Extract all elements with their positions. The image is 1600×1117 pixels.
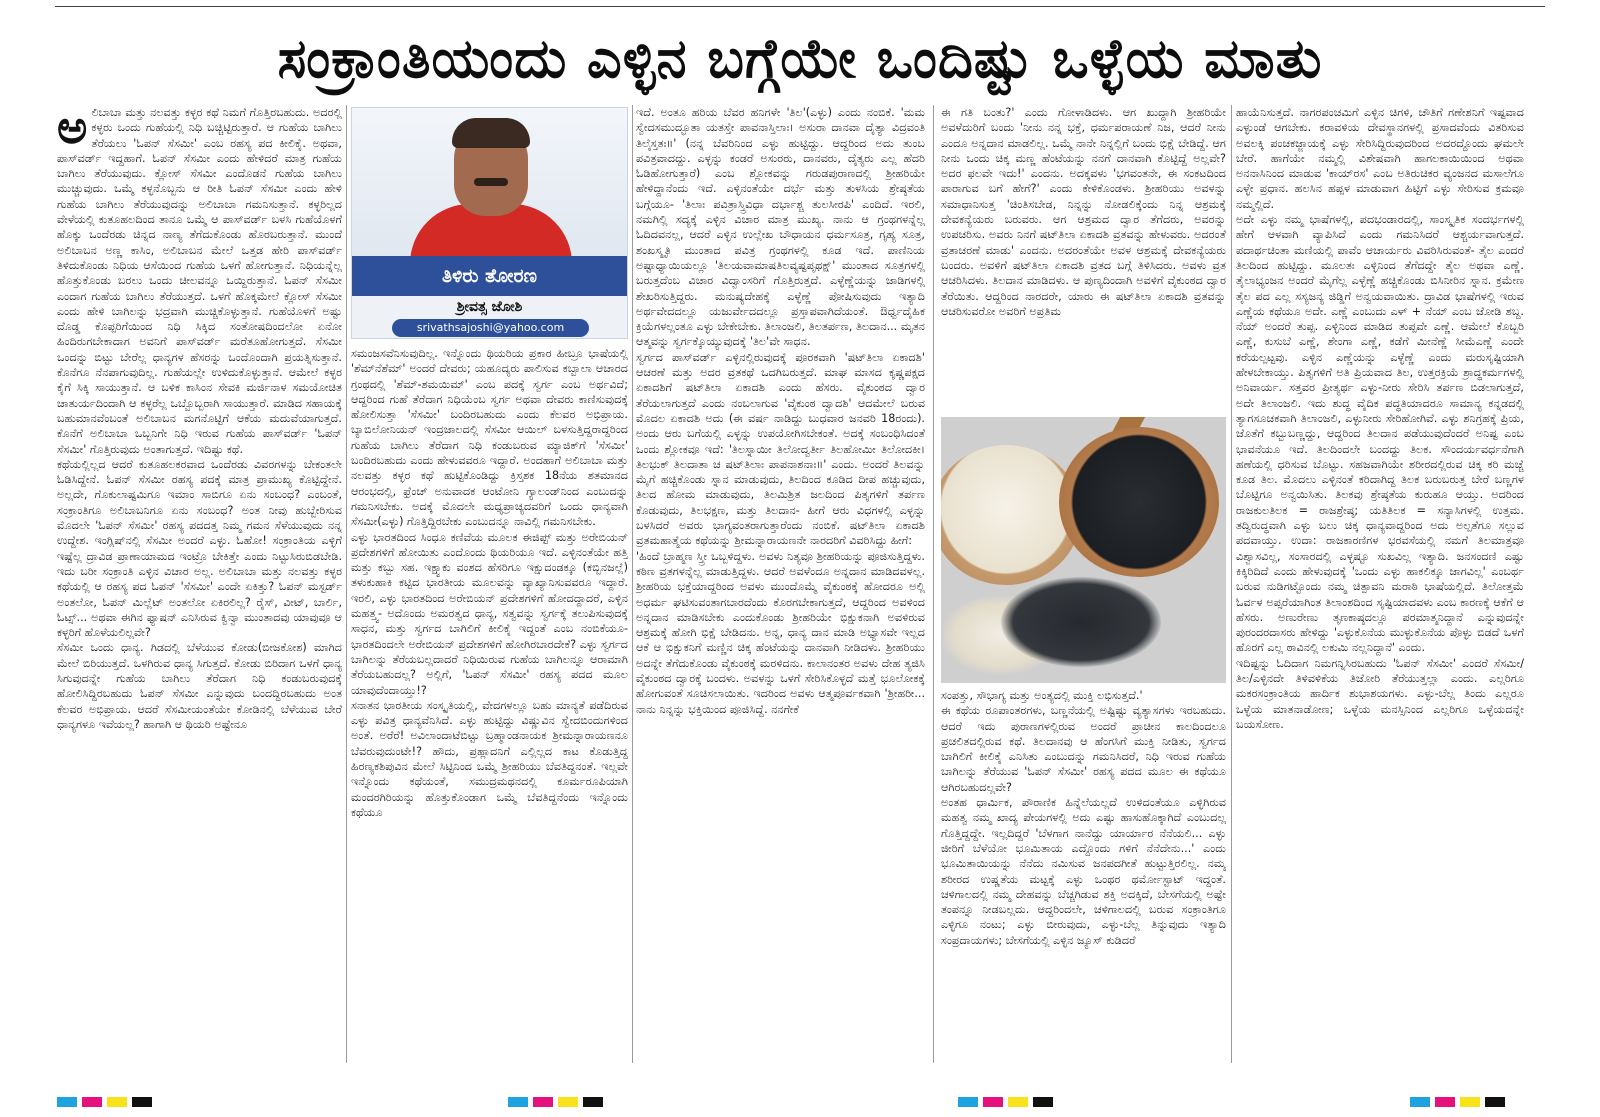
yellow-swatch <box>1460 1097 1480 1107</box>
article-column-2 <box>351 346 628 1063</box>
article-column-3 <box>636 105 925 1063</box>
top-rule <box>55 6 1545 7</box>
column-divider <box>933 105 934 1063</box>
column-divider <box>632 105 633 1063</box>
magenta-swatch <box>1435 1097 1455 1107</box>
article-paragraph: ಇದಿಷ್ಟನ್ನು ಓದಿದಾಗ ನಿಮಗನ್ನಿಸಿರಬಹುದು 'ಓಪನ್ ಸೆಸಮೀ' ಎಂದರೆ ಸೆಸಮೀ/ತಿಲ/ಎಳ್ಳಿನದೇ ತಿಳಿವಳಿಕೆಯ ತಿಜೋರಿ ತೆರೆಯುತ್ತಲ್ಲಾ ಎಂದು. ಎಲ್ಲರಿಗೂ ಮಕರಸಂಕ್ರಾಂತಿಯ ಹಾರ್ದಿಕ ಶುಭಾಶಯಗಳು. ಎಳ್ಳು-ಬೆಲ್ಲ ತಿಂದು ಎಲ್ಲರೂ ಒಳ್ಳೆಯ ಮಾತನಾಡೋಣ; ಒಳ್ಳೆಯ ಮನಸ್ಸಿನಿಂದ ಎಲ್ಲರಿಗೂ ಒಳ್ಳೆಯದನ್ನೇ ಬಯಸೋಣ. <box>1236 656 1524 731</box>
article-paragraph: ಅದೇ ಎಳ್ಳು ನಮ್ಮ ಭಾಷೆಗಳಲ್ಲಿ, ಪದಭಂಡಾರದಲ್ಲಿ, ಸಾಂಸ್ಕೃತಿಕ ಸಂದರ್ಭಗಳಲ್ಲಿ ಹೇಗೆ ಆಳವಾಗಿ ವ್ಯಾಪಿಸಿದೆ ಎಂದು ಗಮನಿಸಿದರೆ ಆಶ್ಚರ್ಯವಾಗುತ್ತದೆ. ಪದಾರ್ಥಚಿಂತಾ ಮಣಿಯಲ್ಲಿ ಪಾವೆಂ ಆಚಾರ್ಯರು ವಿವರಿಸಿರುವಂತೆ- ತೈಲ ಎಂದರೆ ತಿಲದಿಂದ ಹುಟ್ಟಿದ್ದು. ಮೂಲತಃ ಎಳ್ಳಿನಿಂದ ತೆಗೆದದ್ದೇ ತೈಲ ಅಥವಾ ಎಣ್ಣೆ. ತೈಲಾಭ್ಯಂಜನ ಅಂದರೆ ಮೈಗೆಲ್ಲ ಎಳ್ಳೆಣ್ಣೆ ಹಚ್ಚಿಕೊಂಡು ಬಿಸಿನೀರಿನ ಸ್ನಾನ. ಕ್ರಮೇಣ ತೈಲ ಪದ ಎಲ್ಲ ಸಸ್ಯಜನ್ಯ ಜಿಡ್ಡಿಗೆ ಅನ್ವಯವಾಯಿತು. ದ್ರಾವಿಡ ಭಾಷೆಗಳಲ್ಲಿ ಇರುವ ಎಣ್ಣೆಯ ಕಥೆಯೂ ಅದೇ. ಎಣ್ಣೆ ಎಂಬುದು ಎಳ್ + ನೆಯ್ ಎಂಬ ಜೋಡಿ ಶಬ್ದ. ನೆಯ್ ಅಂದರೆ ತುಪ್ಪ. ಎಳ್ಳಿನಿಂದ ಮಾಡಿದ ತುಪ್ಪವೇ ಎಣ್ಣೆ. ಆಮೇಲೆ ಕೊಬ್ಬರಿ ಎಣ್ಣೆ, ಕುಸುಬೆ ಎಣ್ಣೆ, ಶೇಂಗಾ ಎಣ್ಣೆ, ಕಡೆಗೆ ಮೀನೆಣ್ಣೆ ಸೀಮೆಎಣ್ಣೆ ಎಂದೇ ಕರೆಯಲ್ಪಟ್ಟವು. ಎಳ್ಳಿನ ಎಣ್ಣೆಯನ್ನು ಎಳ್ಳೆಣ್ಣೆ ಎಂದು ಮರುಸೃಷ್ಟಿಯಾಗಿ ಹೇಳಬೇಕಾಯ್ತು. ಪಿತೃಗಳಿಗೆ ಅತಿ ಪ್ರಿಯವಾದ ತಿಲ, ಉತ್ತರಕ್ರಿಯೆ ಶ್ರಾದ್ಧಕರ್ಮಗಳಲ್ಲಿ ಅನಿವಾರ್ಯ. ಸತ್ತವರ ಪ್ರೀತ್ಯರ್ಥ ಎಳ್ಳು-ನೀರು ಸೇರಿಸಿ ತರ್ಪಣ ಬಿಡಲಾಗುತ್ತದೆ, ಅದೇ ತಿಲಾಂಜಲಿ. ಇದು ಶುದ್ಧ ವೈದಿಕ ಪದ್ಧತಿಯಾದರೂ ಸಾಮಾನ್ಯ ಕನ್ನಡದಲ್ಲಿ ತ್ಯಾಗಸೂಚಕವಾಗಿ ತಿಲಾಂಜಲಿ, ಎಳ್ಳುನೀರು ಸೇರಿಹೋಗಿವೆ. ಎಳ್ಳು ಶನಿಗ್ರಹಕ್ಕೆ ಪ್ರಿಯ, ಜೊತೆಗೆ ಕಬ್ಬುಬಣ್ಣದ್ದು, ಆದ್ದರಿಂದ ತಿಲದಾನ ಪಡೆಯುವುದೆಂದರೆ ಅನಿಷ್ಟ ಎಂಬ ಭಾವನೆಯೂ ಇದೆ. ತಿಲದಿಂದಲೇ ಬಂದದ್ದು ತಿಲಕ. ಸೌಂದರ್ಯವರ್ಧನೆಗಾಗಿ ಹಣೆಯಲ್ಲಿ ಧರಿಸುವ ಬೊಟ್ಟು. ಸಹಜವಾಗಿಯೇ ಶರೀರದಲ್ಲಿರುವ ಚಿಕ್ಕ ಕರಿ ಮಚ್ಚೆ ಕೂಡ ತಿಲ. ಮೊದಲು ಎಳ್ಳಿನಂತೆ ಕರಿದಾಗಿದ್ದ ತಿಲಕ ಬರುಬರುತ್ತ ಬೇರೆ ಬಣ್ಣಗಳ ಬೊಟ್ಟಿಗೂ ಅನ್ವಯಿಸಿತು. ತಿಲಕವು ಶ್ರೇಷ್ಠತೆಯ ಕುರುಹೂ ಆಯ್ತು. ಅದರಿಂದ ರಾಜಕುಲತಿಲಕ = ರಾಜಶ್ರೇಷ್ಠ; ಯತಿತಿಲಕ = ಸನ್ಯಾಸಿಗಳಲ್ಲಿ ಉತ್ತಮ. ತದ್ವಿರುದ್ಧವಾಗಿ ಎಳ್ಳು ಬಲು ಚಿಕ್ಕ ಧಾನ್ಯವಾದ್ದರಿಂದ ಅದು ಅಲ್ಪತೆಗೂ ಸಲ್ಲುವ ಪದವಾಯ್ತು. ಉದಾ: ರಾಜಕಾರಣಿಗಳ ಭರವಸೆಯಲ್ಲಿ ನಮಗೆ ತಿಲಮಾತ್ರವೂ ವಿಶ್ವಾಸವಿಲ್ಲ, ಸಂಸಾರದಲ್ಲಿ ಎಳ್ಳಷ್ಟೂ ಸುಖವಿಲ್ಲ ಇತ್ಯಾದಿ. ಜನಸಂದಣಿ ಎಷ್ಟು ಕಿಕ್ಕಿರಿದಿದೆ ಎಂದು ಹೇಳುವುದಕ್ಕೆ 'ಒಂದು ಎಳ್ಳು ಹಾಕಲಿಕ್ಕೂ ಜಾಗವಿಲ್ಲ' ಎಂಬರ್ಥ ಬರುವ ನುಡಿಗಟ್ಟೊಂದು ನಮ್ಮ ಚಿತ್ಪಾವನಿ ಮರಾಠಿ ಭಾಷೆಯಲ್ಲಿದೆ. ತಿಲೋತ್ತಮೆ ಓರ್ವಳ ಅಪ್ಸರೆಯಾಗಿಂತ ತಿಲಾಂಶದಿಂದ ಸೃಷ್ಟಿಯಾದವಳು ಎಂಬ ಕಾರಣಕ್ಕೆ ಆಕೆಗೆ ಆ ಹೆಸರು. ಅಣುರೇಣು ತೃಣಕಾಷ್ಠದಲ್ಲೂ ಪರಮಾತ್ಮನಿದ್ದಾನೆ ಎನ್ನುವುದನ್ನೇ ಪುರಂದರದಾಸರು ಹೇಳಿದ್ದು 'ಎಳ್ಳುಕೊನೆಯ ಮುಳ್ಳುಕೊನೆಯ ಪೊಳ್ಳು ಬಿಡದೆ ಒಳಗೆ ಹೊರಗೆ ಎಲ್ಲ ಠಾವಿನಲ್ಲಿ ಲಕುಮಿ ನಲ್ಲನಿದ್ದಾನೆ' ಎಂದು. <box>1236 213 1524 655</box>
yellow-swatch <box>558 1097 578 1107</box>
yellow-swatch <box>107 1097 127 1107</box>
columnist-portrait <box>352 108 627 256</box>
article-paragraph: ಕಥೆಯಲ್ಲಿಲ್ಲದ ಆದರೆ ಕುತೂಹಲಕರವಾದ ಒಂದೆರಡು ವಿವರಗಳನ್ನು ಬೇಕಂತಲೇ ಓಡಿಸಿದ್ದೇನೆ. ಓಪನ್ ಸೆಸಮೀ ರಹಸ್ಯ ಪದಕ್ಕೆ ಮಾತ್ರ ಪ್ರಾಮುಖ್ಯ ಕೊಟ್ಟಿದ್ದೇನೆ. ಅಲ್ಲದೇ, ಗೊಕುಲಾಷ್ಟಮಿಗೂ ಇಮಾಂ ಸಾಬಿಗೂ ಏನು ಸಂಬಂಧ? ಎಂಬಂತೆ, ಸಂಕ್ರಾಂತಿಗೂ ಅಲಿಬಾಬನಿಗೂ ಏನು ಸಂಬಂಧ? ಅಂತ ನೀವು ಹುಬ್ಬೇರಿಸುವ ಮೊದಲೇ 'ಓಪನ್ ಸೆಸಮೀ' ರಹಸ್ಯ ಪದದತ್ತ ನಿಮ್ಮ ಗಮನ ಸೆಳೆಯುವುದು ನನ್ನ ಉದ್ದೇಶ. ಇಂಗ್ಲಿಷ್‌ನಲ್ಲಿ ಸೆಸಮೀ ಅಂದರೆ ಎಳ್ಳು. ಓಹೋ! ಸಂಕ್ರಾಂತಿಯ ಎಳ್ಳಿಗೆ ಇಷ್ಟೆಲ್ಲ ದ್ರಾವಿಡ ಪ್ರಾಣಾಯಾಮದ ಇಂಟ್ರೊ ಬೇಕಿತ್ತೇ ಎಂದು ನಿಟ್ಟುಸಿರುಬಿಡಬೇಡಿ. ಇದು ಬರೀ ಸಂಕ್ರಾಂತಿ ಎಳ್ಳಿನ ವಿಚಾರ ಅಲ್ಲ. ಅಲಿಬಾಬಾ ಮತ್ತು ನಲವತ್ತು ಕಳ್ಳರ ಕಥೆಯಲ್ಲಿ ಆ ರಹಸ್ಯ ಪದ ಓಪನ್ 'ಸೆಸಮೀ' ಎಂದೇ ಏಕಿತ್ತು? ಓಪನ್ ಮಸ್ಟರ್ಡ್ ಅಂತಲೋ, ಓಪನ್ ಮಿಲ್ಲೆಟ್ ಅಂತಲೋ ಏಕಿರಲಿಲ್ಲ? ರೈಸ್, ವೀಟ್, ಬಾರ್ಲಿ, ಓಟ್ಸ್... ಅಥವಾ ಈಗಿನ ಫ್ಯಾಷನ್ ಎನಿಸಿರುವ ಕ್ವಿನ್ವಾ ಮುಂತಾದವು ಯಾವುವೂ ಆ ಕಳ್ಳರಿಗೆ ಹೊಳೆಯಲಿಲ್ಲವೇ? <box>57 457 342 640</box>
black-sesame-spill <box>1001 577 1161 667</box>
author-name: ಶ್ರೀವತ್ಸ ಜೋಶಿ <box>352 296 627 318</box>
author-email[interactable]: srivathsajoshi@yahoo.com <box>392 319 589 337</box>
columnist-box <box>351 107 628 339</box>
article-paragraph: 'ಹಿಂದೆ ಬ್ರಾಹ್ಮಣ ಸ್ತ್ರೀ ಒಬ್ಬಳಿದ್ದಳು. ಅವಳು ನಿತ್ಯವೂ ಶ್ರೀಹರಿಯನ್ನು ಪೂಜಿಸುತ್ತಿದ್ದಳು. ಕಠಿಣ ವ್ರತಗಳನ್ನೆಲ್ಲ ಮಾಡುತ್ತಿದ್ದಳು. ಆದರೆ ಅವಳೆಂದೂ ಅನ್ನದಾನ ಮಾಡಿದವಳಲ್ಲ. ಶ್ರೀಹರಿಯ ಭಕ್ತೆಯಾದ್ದರಿಂದ ಅವಳು ಮುಂದೊಮ್ಮೆ ವೈಕುಂಠಕ್ಕೆ ಹೋದರೂ ಅಲ್ಲಿ ಅಧರ್ಮ ಘಟಿಸುವಂತಾಗಬಾರದೆಂದು ಕೊರಗಬೇಕಾಗುತ್ತದೆ, ಆದ್ದರಿಂದ ಅವಳಿಂದ ಅನ್ನದಾನ ಮಾಡಿಸಬೇಕು ಎಂದುಕೊಂಡು ಶ್ರೀಹರಿಯೇ ಭಿಕ್ಷುಕನಾಗಿ ಅವಳಿರುವ ಆಶ್ರಮಕ್ಕೆ ಹೋಗಿ ಭಿಕ್ಷೆ ಬೇಡಿದನು. ಅನ್ನ, ಧಾನ್ಯ ದಾನ ಮಾಡಿ ಅಭ್ಯಾಸವೇ ಇಲ್ಲದ ಆಕೆ ಆ ಭಿಕ್ಷುಕನಿಗೆ ಮಣ್ಣಿನ ಚಿಕ್ಕ ಹೆಂಟೆಯನ್ನು ದಾನವಾಗಿ ನೀಡಿದಳು. ಶ್ರೀಹರಿಯು ಅದನ್ನೇ ತೆಗೆದುಕೊಂಡು ವೈಕುಂಠಕ್ಕೆ ಮರಳಿದನು. ಕಾಲಾನಂತರ ಅವಳು ದೇಹ ತ್ಯಜಿಸಿ ವೈಕುಂಠದ ದ್ವಾರಕ್ಕೆ ಬಂದಳು. ಅವಳನ್ನು ಒಳಗೆ ಸೇರಿಸಿಕೊಳ್ಳದೆ ಮತ್ತೆ ಭೂಲೋಕಕ್ಕೆ ಹೋಗುವಂತೆ ಸೂಚಿಸಲಾಯಿತು. ಇದರಿಂದ ಅವಳು ಆತ್ಮಪೂರ್ವಕವಾಗಿ 'ಶ್ರೀಹರೀ... ನಾನು ನಿನ್ನನ್ನು ಭಕ್ತಿಯಿಂದ ಪೂಜಿಸಿದ್ದೆ. ನನಗೇಕೆ <box>636 549 925 716</box>
article-paragraph: ಸಂಪತ್ತು, ಸೌಭಾಗ್ಯ ಮತ್ತು ಅಂತ್ಯದಲ್ಲಿ ಮುಕ್ತಿ ಲಭಿಸುತ್ತದೆ.' <box>941 689 1143 702</box>
portrait-mustache <box>474 178 508 186</box>
article-paragraph: ಅಂತಹ ಧಾರ್ಮಿಕ, ಪೌರಾಣಿಕ ಹಿನ್ನೆಲೆಯಲ್ಲದೆ ಉಳಿದಂತೆಯೂ ಎಳ್ಳಿಗಿರುವ ಮಹತ್ವ ನಮ್ಮ ಖಾದ್ಯ ಪೇಯಗಳಲ್ಲಿ ಅದು ಎಷ್ಟು ಹಾಸುಹೊಕ್ಕಾಗಿದೆ ಎಂಬುದಲ್ಲ ಗೊತ್ತಿದ್ದದ್ದೇ. ಇಲ್ಲದಿದ್ದರೆ 'ಬೆಳಗಾಗ ನಾನೆದ್ದು ಯಾರ್ಯಾರ ನೆನೆಯಲಿ... ಎಳ್ಳು ಜೀರಿಗೆ ಬೆಳೆಯೋ ಭೂಮಿತಾಯ ಎದ್ದೊಂದು ಗಳಿಗೆ ನೆನೆದೇನು...' ಎಂದು ಭೂಮಿತಾಯಿಯನ್ನು ನೆನೆದು ನಮಿಸುವ ಜನಪದಗೀತೆ ಹುಟ್ಟುತ್ತಿರಲಿಲ್ಲ. ನಮ್ಮ ಶರೀರದ ಉಷ್ಣತೆಯ ಮಟ್ಟಕ್ಕೆ ಎಳ್ಳು ಒಂಥರ ಥರ್ಮೋಸ್ಟಾಟ್ ಇದ್ದಂತೆ. ಚಳಿಗಾಲದಲ್ಲಿ ನಮ್ಮ ದೇಹವನ್ನು ಬೆಚ್ಚಗಿಡುವ ಶಕ್ತಿ ಅದಕ್ಕಿದೆ, ಬೇಸಗೆಯಲ್ಲಿ ಅಷ್ಟೇ ತಂಪನ್ನೂ ನೀಡಬಲ್ಲದು. ಆದ್ದರಿಂದಲೇ, ಚಳಿಗಾಲದಲ್ಲಿ ಬರುವ ಸಂಕ್ರಾಂತಿಗೂ ಎಳ್ಳಿಗೂ ನಂಟು; ಎಳ್ಳು ಬೀರುವುದು, ಎಳ್ಳು-ಬೆಲ್ಲ ತಿನ್ನುವುದು ಇತ್ಯಾದಿ ಸಂಪ್ರದಾಯಗಳು; ಬೇಸಗೆಯಲ್ಲಿ ಎಳ್ಳಿನ ಜ್ಯೂಸ್ ಕುಡಿದರೆ <box>941 796 1226 947</box>
magenta-swatch <box>983 1097 1003 1107</box>
article-paragraph: ಲಿಬಾಬಾ ಮತ್ತು ನಲವತ್ತು ಕಳ್ಳರ ಕಥೆ ನಿಮಗೆ ಗೊತ್ತಿರಬಹುದು. ಅದರಲ್ಲಿ ಕಳ್ಳರು ಒಂದು ಗುಹೆಯಲ್ಲಿ ನಿಧಿ ಬಚ್ಚಿಟ್ಟಿರುತ್ತಾರೆ. ಆ ಗುಹೆಯ ಬಾಗಿಲು ತೆರೆಯಲು 'ಓಪನ್ ಸೆಸಮೀ' ಎಂಬ ರಹಸ್ಯ ಪದ ಕೀಲಿಕೈ. ಅಥವಾ, ಪಾಸ್‌ವರ್ಡ್ ಇದ್ದಹಾಗೆ. ಓಪನ್ ಸೆಸಮೀ ಎಂದು ಹೇಳಿದರೆ ಮಾತ್ರ ಗುಹೆಯ ಬಾಗಿಲು ತೆರೆಯುವುದು. ಕ್ಲೋಸ್ ಸೆಸಮೀ ಎಂದೊಡನೆ ಗುಹೆಯ ಬಾಗಿಲು ಮುಚ್ಚುವುದು. ಒಮ್ಮೆ ಕಳ್ಳನೊಬ್ಬನು ಆ ರೀತಿ ಓಪನ್ ಸೆಸಮೀ ಎಂದು ಹೇಳಿ ಗುಹೆಯ ಬಾಗಿಲು ತೆರೆಯುವುದನ್ನು ಅಲಿಬಾಬಾ ಗಮನಿಸುತ್ತಾನೆ. ಕಳ್ಳರಿಲ್ಲದ ವೇಳೆಯಲ್ಲಿ ಕುತೂಹಲದಿಂದ ತಾನೂ ಒಮ್ಮೆ ಆ ಪಾಸ್‌ವರ್ಡ್ ಬಳಸಿ ಗುಹೆಯೊಳಗೆ ಹೊಕ್ಕು ಒಂದೆರಡು ಚಿನ್ನದ ನಾಣ್ಯ ತೆಗೆದುಕೊಂಡು ಹೊರಬರುತ್ತಾನೆ. ಮುಂದೆ ಅಲಿಬಾಬನ ಅಣ್ಣ ಕಾಸಿಂ, ಅಲಿಬಾಬನ ಮೇಲೆ ಒತ್ತಡ ಹೇರಿ ಪಾಸ್‌ವರ್ಡ್ ತಿಳಿದುಕೊಂಡು ನಿಧಿಯ ಆಸೆಯಿಂದ ಗುಹೆಯ ಒಳಗೆ ಹೋಗುತ್ತಾನೆ. ನಿಧಿಯನ್ನೆಲ್ಲ ಹೊತ್ತುಕೊಂಡು ಬರಲು ಒಂದು ಚೀಲವನ್ನೂ ಒಯ್ದಿರುತ್ತಾನೆ. ಓಪನ್ ಸೆಸಮೀ ಎಂದಾಗ ಗುಹೆಯ ಬಾಗಿಲು ತೆರೆಯುತ್ತದೆ. ಒಳಗೆ ಹೊಕ್ಕಮೇಲೆ ಕ್ಲೋಸ್ ಸೆಸಮೀ ಎಂದು ಹೇಳಿ ಬಾಗಿಲನ್ನು ಭದ್ರವಾಗಿ ಮುಚ್ಚಿಕೊಳ್ಳುತ್ತಾನೆ. ಗುಹೆಯೊಳಗೆ ಅಷ್ಟು ದೊಡ್ಡ ಕೊಪ್ಪರಿಗೆಯಿಂದ ನಿಧಿ ಸಿಕ್ಕಿದ ಸಂತೋಷದಿಂದಲೋ ಏನೋ ಹಿಂದಿರುಗಬೇಕಾದಾಗ ಅವನಿಗೆ ಪಾಸ್‌ವರ್ಡ್ ಮರೆತೂಹೋಗುತ್ತದೆ. ಸೆಸಮೀ ಒಂದನ್ನು ಬಿಟ್ಟು ಬೇರೆಲ್ಲ ಧಾನ್ಯಗಳ ಹೆಸರನ್ನು ಒಂದೊಂದಾಗಿ ಪ್ರಯತ್ನಿಸುತ್ತಾನೆ. ಕೊನೆಗೂ ನೆನಪಾಗುವುದಿಲ್ಲ. ಗುಹೆಯಲ್ಲೇ ಉಳಿದುಕೊಳ್ಳುತ್ತಾನೆ. ಆಮೇಲೆ ಕಳ್ಳರ ಕೈಗೆ ಸಿಕ್ಕಿ ಸಾಯುತ್ತಾನೆ. ಆ ಬಳಿಕ ಕಾಸಿಂನ ಸೇವಕಿ ಮರ್ಜಿನಾಳ ಸಮಯೋಚಿತ ಚಾತುರ್ಯದಿಂದಾಗಿ ಆ ಕಳ್ಳರೆಲ್ಲ ಒಬ್ಬೊಬ್ಬರಾಗಿ ಸಾಯುತ್ತಾರೆ. ಮಾಡಿದ ಸಹಾಯಕ್ಕೆ ಬಹುಮಾನವೆಂಬಂತೆ ಅಲಿಬಾಬನ ಮಗನೊಟ್ಟಿಗೆ ಆಕೆಯ ಮದುವೆಯಾಗುತ್ತದೆ. ಕೊನೆಗೆ ಅಲಿಬಾಬಾ ಒಬ್ಬನಿಗೇ ನಿಧಿ ಇರುವ ಗುಹೆಯ ಪಾಸ್‌ವರ್ಡ್ 'ಓಪನ್ ಸೆಸಮೀ' ಗೊತ್ತಿರುವುದು ಅಂತಾಗುತ್ತದೆ. ಇದಿಷ್ಟು ಕಥೆ. <box>57 106 342 456</box>
article-paragraph: ಹಾಯೆನಿಸುತ್ತದೆ. ನಾಗರಪಂಚಮಿಗೆ ಎಳ್ಳಿನ ಚಿಗಳಿ, ಚೌತಿಗೆ ಗಣೇಶನಿಗೆ ಇಷ್ಟವಾದ ಎಳ್ಳುಂಡೆ ಆಗಬೇಕು. ಕರಾವಳಿಯ ದೇವಸ್ಥಾನಗಳಲ್ಲಿ ಪ್ರಸಾದವೆಂದು ವಿತರಿಸುವ ಅವಲಕ್ಕಿ ಪಂಚಕಜ್ಜಾಯಕ್ಕೆ ಎಳ್ಳು ಸೇರಿಸಿದ್ದಿರುವುದರಿಂದ ಅದರದ್ದೊಂದು ಘಮಲೇ ಬೇರೆ. ಹಾಗೆಯೇ ನಮ್ಮಲ್ಲಿ ವಿಶೇಷವಾಗಿ ಹಾಗಲಕಾಯಿಯಿಂದ ಅಥವಾ ಅನನಾಸಿನಿಂದ ಮಾಡುವ 'ಕಾಯ್‌ರಸ' ಎಂಬ ಅತಿರುಚಿಕರ ವ್ಯಂಜನದ ಮಸಾಲೆಗೂ ಎಳ್ಳೇ ಪ್ರಧಾನ. ಹಲಸಿನ ಹಪ್ಪಳ ಮಾಡುವಾಗ ಹಿಟ್ಟಿಗೆ ಎಳ್ಳು ಸೇರಿಸುವ ಕ್ರಮವೂ ನಮ್ಮಲ್ಲಿದೆ. <box>1236 106 1524 211</box>
black-swatch <box>583 1097 603 1107</box>
article-column-1 <box>57 105 342 1063</box>
magenta-swatch <box>82 1097 102 1107</box>
article-paragraph: ಸನಾತನ ಭಾರತೀಯ ಸಂಸ್ಕೃತಿಯಲ್ಲಿ, ವೇದಗಳಲ್ಲೂ ಬಹು ಮಾನ್ಯತೆ ಪಡೆದಿರುವ ಎಳ್ಳು ಪವಿತ್ರ ಧಾನ್ಯವೆನಿಸಿದೆ. ಎಳ್ಳು ಹುಟ್ಟಿದ್ದು ವಿಷ್ಣುವಿನ ಸ್ವೇದಬಿಂದುಗಳಿಂದ ಅಂತೆ. ಅರೆರೆ! ಅವಿಲಾಂದಾಟೆಬಿಟ್ಟು ಬ್ರಹ್ಮಾಂಡನಾಯಕ ಶ್ರೀಮನ್ನಾರಾಯಣನೂ ಬೆವರುವುದುಂಟೇ!? ಹೌದು, ಪ್ರಹ್ಲಾದನಿಗೆ ಎಲ್ಲಿಲ್ಲದ ಕಾಟ ಕೊಡುತ್ತಿದ್ದ ಹಿರಣ್ಯಕಶಿಪುವಿನ ಮೇಲೆ ಸಿಟ್ಟಿನಿಂದ ಒಮ್ಮೆ ಶ್ರೀಹರಿಯು ಬೆವತಿದ್ದನಂತೆ. ಇಲ್ಲವೇ ಇನ್ನೊಂದು ಕಥೆಯಂತೆ, ಸಮುದ್ರಮಥನದಲ್ಲಿ ಕೂರ್ಮರೂಪಿಯಾಗಿ ಮಂದರಗಿರಿಯನ್ನು ಹೊತ್ತುಕೊಂಡಾಗ ಒಮ್ಮೆ ಬೆವತಿದ್ದನೆಂದು ಇನ್ನೊಂದು ಕಥೆಯೂ <box>351 698 628 819</box>
yellow-swatch <box>1008 1097 1028 1107</box>
article-column-5 <box>1236 105 1524 1063</box>
black-sesame-bowl <box>1059 427 1219 577</box>
magenta-swatch <box>533 1097 553 1107</box>
article-paragraph: ಸಮಂಜಸವೆನಿಸುವುದಿಲ್ಲ. ಇನ್ನೊಂದು ಥಿಯರಿಯ ಪ್ರಕಾರ ಹೀಬ್ರೂ ಭಾಷೆಯಲ್ಲಿ 'ಶೆಮ್‌ನೆಶೆಮ್' ಅಂದರೆ ದೇವರು; ಯಹೂದ್ಯರು ಪಾಲಿಸುವ ಕಬ್ಬಾಲಾ ಆಚಾರದ ಗ್ರಂಥದಲ್ಲಿ 'ಶೆಮ್-ಶಮಯಿಮ್' ಎಂಬ ಪದಕ್ಕೆ ಸ್ವರ್ಗ ಎಂಬ ಅರ್ಥವಿದೆ; ಆದ್ದರಿಂದ ಗುಹೆ ತೆರೆದಾಗ ನಿಧಿಯೆಂಬ ಸ್ವರ್ಗ ಅಥವಾ ದೇವರು ಕಾಣಿಸುವುದಕ್ಕೆ ಹೋಲಿಸುತ್ತಾ 'ಸೆಸಮೀ' ಬಂದಿರಬಹುದು ಎಂದು ಕೆಲವರ ಅಭಿಪ್ರಾಯ. ಬ್ಯಾಬಿಲೋನಿಯನ್ ಇಂದ್ರಜಾಲದಲ್ಲಿ ಸೆಸಮೀ ಆಯಿಲ್ ಬಳಸುತ್ತಿದ್ದರಾದ್ದರಿಂದ ಗುಹೆಯ ಬಾಗಿಲು ತೆರೆದಾಗ ನಿಧಿ ಕಂಡುಬರುವ ಮ್ಯಾಜಿಕ್‌ಗೆ 'ಸೆಸಮೀ' ಬಂದಿರಬಹುದು ಎಂದು ಹೇಳುವವರೂ ಇದ್ದಾರೆ. ಅಂದಹಾಗೆ ಅಲಿಬಾಬಾ ಮತ್ತು ನಲವತ್ತು ಕಳ್ಳರ ಕಥೆ ಹುಟ್ಟಿಕೊಂಡಿದ್ದು ಕ್ರಿಸ್ತಶಕ 18ನೆಯ ಶತಮಾನದ ಆರಂಭದಲ್ಲಿ, ಫ್ರೆಂಚ್ ಅನುವಾದಕ ಆಂಟೋನಿ ಗ್ಯಾಲಂಡ್‌ನಿಂದ ಎಂಬುದನ್ನು ಗಮನಿಸಬೇಕು. ಅದಕ್ಕೆ ಮೊದಲೇ ಮಧ್ಯಪ್ರಾಚ್ಯದವರಿಗೆ ಒಂದು ಧಾನ್ಯವಾಗಿ ಸೆಸಮೀ(ಎಳ್ಳು) ಗೊತ್ತಿದ್ದಿರಬೇಕು ಎಂಬುದನ್ನೂ ನಾವಿಲ್ಲಿ ಗಮನಿಸಬೇಕು. <box>351 347 628 529</box>
article-paragraph: ಈ ಗತಿ ಬಂತು?' ಎಂದು ಗೋಳಾಡಿದಳು. ಆಗ ಖುದ್ದಾಗಿ ಶ್ರೀಹರಿಯೇ ಅವಳೆದುರಿಗೆ ಬಂದು 'ನೀನು ನನ್ನ ಭಕ್ತೆ, ಧರ್ಮಪರಾಯಣೆ ನಿಜ, ಆದರೆ ನೀನು ಎಂದೂ ಅನ್ನದಾನ ಮಾಡಲಿಲ್ಲ. ಒಮ್ಮೆ ನಾನೇ ನಿನ್ನಲ್ಲಿಗೆ ಬಂದು ಭಿಕ್ಷೆ ಬೇಡಿದ್ದೆ. ಆಗ ನೀನು ಒಂದು ಚಿಕ್ಕ ಮಣ್ಣ ಹೆಂಟೆಯನ್ನು ನನಗೆ ದಾನವಾಗಿ ಕೊಟ್ಟಿದ್ದೆ ಅಲ್ಲವೇ? ಅದರ ಫಲವೇ ಇದು!' ಎಂದನು. ಅದಕ್ಕವಳು 'ಭಗವಂತನೇ, ಈ ಸಂಕಟದಿಂದ ಪಾರಾಗುವ ಬಗೆ ಹೇಗೆ?' ಎಂದು ಕೇಳಿಕೊಂಡಳು. ಶ್ರೀಹರಿಯು ಅವಳನ್ನು ಸಮಾಧಾನಿಸುತ್ತ 'ಚಿಂತಿಸಬೇಡ, ನಿನ್ನನ್ನು ನೋಡಲಿಕ್ಕೆಂದು ನಿನ್ನ ಆಶ್ರಮಕ್ಕೆ ದೇವಕನ್ಯೆಯರು ಬರುವರು. ಆಗ ಆಶ್ರಮದ ದ್ವಾರ ತೆಗೆದರು, ಅವರನ್ನು ಉಪಚರಿಸು. ಅವರು ನಿನಗೆ ಷಟ್‌ತಿಲಾ ಏಕಾದಶಿ ವ್ರತವನ್ನು ಹೇಳುವರು. ಅದರಂತೆ ವ್ರತಾಚರಣೆ ಮಾಡು' ಎಂದನು. ಅದರಂತೆಯೇ ಅವಳ ಆಶ್ರಮಕ್ಕೆ ದೇವಕನ್ಯೆಯರು ಬಂದರು. ಅವಳಿಗೆ ಷಟ್‌ತಿಲಾ ಏಕಾದಶಿ ವ್ರತದ ಬಗ್ಗೆ ತಿಳಿಸಿದರು. ಅವಳು ವ್ರತ ಆಚರಿಸಿದಳು. ತಿಲದಾನ ಮಾಡಿದಳು. ಆ ಪುಣ್ಯದಿಂದಾಗಿ ಅವಳಿಗೆ ವೈಕುಂಠದ ದ್ವಾರ ತೆರೆಯಿತು. ಆದ್ದರಿಂದ ನಾರದರೇ, ಯಾರು ಈ ಷಟ್‌ತಿಲಾ ಏಕಾದಶಿ ವ್ರತವನ್ನು ಆಚರಿಸುವರೋ ಅವರಿಗೆ ಅಪ್ರತಿಮ <box>941 106 1226 318</box>
sesame-bowls-photo <box>941 417 1226 683</box>
column-divider <box>346 105 347 1063</box>
registration-marks <box>57 1097 157 1107</box>
article-paragraph: ಈ ಕಥೆಯ ರೂಪಾಂತರಗಳು, ಬಣ್ಣನೆಯಲ್ಲಿ ಅಷ್ಟಿಷ್ಟು ವ್ಯತ್ಯಾಸಗಳು ಇರಬಹುದು. ಆದರೆ ಇದು ಪುರಾಣಗಳಲ್ಲಿರುವ ಅಂದರೆ ಪ್ರಾಚೀನ ಕಾಲದಿಂದಲೂ ಪ್ರಚಲಿತದಲ್ಲಿರುವ ಕಥೆ. ತಿಲದಾನವು ಆ ಹೆಂಗಸಿಗೆ ಮುಕ್ತಿ ನೀಡಿತು, ಸ್ವರ್ಗದ ಬಾಗಿಲಿಗೆ ಕೀಲಿಕೈ ಎನಿಸಿತು ಎಂಬುದನ್ನು ಗಮನಿಸಿದರೆ, ನಿಧಿ ಇರುವ ಗುಹೆಯ ಬಾಗಿಲನ್ನು ತೆರೆಯುವ 'ಓಪನ್ ಸೆಸಮೀ' ರಹಸ್ಯ ಪದದ ಮೂಲ ಈ ಕಥೆಯೂ ಆಗಿರಬಹುದಲ್ಲವೇ? <box>941 704 1226 794</box>
registration-marks <box>958 1097 1058 1107</box>
article-column-4 <box>941 105 1226 413</box>
article-column-4-continued <box>941 688 1226 1063</box>
registration-marks <box>508 1097 608 1107</box>
article-paragraph: ಸೆಸಮೀ ಒಂದು ಧಾನ್ಯ. ಗಿಡದಲ್ಲಿ ಬೆಳೆಯುವ ಕೋಡು(ಬೀಜಕೋಶ) ಮಾಗಿದ ಮೇಲೆ ಬಿರಿಯುತ್ತದೆ. ಒಳಗಿರುವ ಧಾನ್ಯ ಸಿಗುತ್ತದೆ. ಕೋಡು ಬಿರಿದಾಗ ಒಳಗೆ ಧಾನ್ಯ ಸಿಗುವುದನ್ನೇ ಗುಹೆಯ ಬಾಗಿಲು ತೆರೆದಾಗ ನಿಧಿ ಕಂಡುಬರುವುದಕ್ಕೆ ಹೋಲಿಸಿದ್ದಿರಬಹುದು ಓಪನ್ ಸೆಸಮೀ ಎನ್ನುವುದು ಬಂದದ್ದಿರಬಹುದು ಅಂತ ಕೆಲವರ ಅಭಿಪ್ರಾಯ. ಆದರೆ ಸೆಸಮೀಯಂತೆಯೇ ಕೋಡಿನಲ್ಲಿ ಬೆಳೆಯುವ ಬೇರೆ ಧಾನ್ಯಗಳೂ ಇವೆಯಲ್ಲ? ಹಾಗಾಗಿ ಆ ಥಿಯರಿ ಅಷ್ಟೇನೂ <box>57 641 342 731</box>
drop-cap: ಅ <box>57 105 88 154</box>
black-swatch <box>1033 1097 1053 1107</box>
cyan-swatch <box>1410 1097 1430 1107</box>
headline: ಸಂಕ್ರಾಂತಿಯಂದು ಎಳ್ಳಿನ ಬಗ್ಗೆಯೇ ಒಂದಿಷ್ಟು ಒಳ್ಳೆಯ ಮಾತು <box>277 27 1323 90</box>
cyan-swatch <box>57 1097 77 1107</box>
black-swatch <box>132 1097 152 1107</box>
portrait-hair <box>452 118 530 148</box>
article-paragraph: ಸ್ವರ್ಗದ ಪಾಸ್‌ವರ್ಡ್ ಎಳ್ಳಿನಲ್ಲಿರುವುದಕ್ಕೆ ಪೂರಕವಾಗಿ 'ಷಟ್‌ತಿಲಾ ಏಕಾದಶಿ' ಆಚರಣೆ ಮತ್ತು ಅದರ ವ್ರತಕಥೆ ಒದಗಿಬರುತ್ತದೆ. ಮಾಘ ಮಾಸದ ಕೃಷ್ಣಪಕ್ಷದ ಏಕಾದಶಿಗೆ ಷಟ್‌ತಿಲಾ ಏಕಾದಶಿ ಎಂದು ಹೆಸರು. ವೈಕುಂಠದ ದ್ವಾರ ತೆರೆಯಲಾಗುತ್ತದೆ ಎಂದು ನಂಬಲಾಗುವ 'ವೈಕುಂಠ ದ್ವಾದಶಿ' ಆದಮೇಲೆ ಬರುವ ಮೊದಲ ಏಕಾದಶಿ ಅದು (ಈ ವರ್ಷ ನಾಡಿದ್ದು ಬುಧವಾರ ಜನವರಿ 18ರಂದು). ಅಂದು ಆರು ಬಗೆಯಲ್ಲಿ ಎಳ್ಳನ್ನು ಉಪಯೋಗಿಸಬೇಕಂತೆ. ಅದಕ್ಕೆ ಸಂಬಂಧಿಸಿದಂತೆ ಒಂದು ಶ್ಲೋಕವೂ ಇದೆ: 'ತಿಲಸ್ನಾಯೀ ತಿಲೋದ್ವರ್ತೀ ತಿಲಹೋಮೀ ತಿಲೋದಕೀ। ತಿಲಭುಕ್ ತಿಲದಾತಾ ಚ ಷಟ್‌ತಿಲಾಃ ಪಾಪನಾಶನಾಃ॥' ಎಂದು. ಅಂದರೆ ತಿಲವನ್ನು ಮೈಗೆ ಹಚ್ಚಿಕೊಂಡು ಸ್ನಾನ ಮಾಡುವುದು, ತಿಲದಿಂದ ಕೂಡಿದ ದೀಪ ಹಚ್ಚುವುದು, ತಿಲದ ಹೋಮ ಮಾಡುವುದು, ತಿಲಮಿಶ್ರಿತ ಜಲದಿಂದ ಪಿತೃಗಳಿಗೆ ತರ್ಪಣ ಕೊಡುವುದು, ತಿಲಭಕ್ಷಣ, ಮತ್ತು ತಿಲದಾನ- ಹೀಗೆ ಆರು ವಿಧಗಳಲ್ಲಿ ಎಳ್ಳನ್ನು ಬಳಸಿದರೆ ಅವರು ಭಾಗ್ಯವಂತರಾಗುತ್ತಾರೆಂದು ನಂಬಿಕೆ. ಷಟ್‌ತಿಲಾ ಏಕಾದಶಿ ವ್ರತಮಹಾತ್ಮೆಯ ಕಥೆಯನ್ನು ಶ್ರೀಮನ್ನಾರಾಯಣನೇ ನಾರದರಿಗೆ ವಿವರಿಸಿದ್ದು ಹೀಗೆ: <box>636 350 925 548</box>
article-paragraph: ಎಳ್ಳು ಭಾರತದಿಂದ ಸಿಂಧೂ ಕಣಿವೆಯ ಮೂಲಕ ಈಜಿಪ್ಟ್ ಮತ್ತು ಅರೇಬಿಯನ್ ಪ್ರದೇಶಗಳಿಗೆ ಹೋಯಿತು ಎಂದೊಂದು ಥಿಯರಿಯೂ ಇದೆ. ಎಳ್ಳಿನಂತೆಯೇ ಹತ್ತಿ ಮತ್ತು ಕಬ್ಬು ಸಹ. ಇಕ್ಷ್ವಾಕು ವಂಶದ ಹೆಸರಿಗೂ ಇಕ್ಷುದಂಡಕ್ಕೂ (ಕಬ್ಬಿನಜಲ್ಲೆ) ತಳುಕುಹಾಕಿ ಕಟ್ಟಿದ ಭಾರತೀಯ ಮೂಲವನ್ನು ವ್ಯಾಖ್ಯಾನಿಸುವವರೂ ಇದ್ದಾರೆ. ಇರಲಿ, ಎಳ್ಳು ಭಾರತದಿಂದ ಅರೇಬಿಯನ್ ಪ್ರದೇಶಗಳಿಗೆ ಹೋದದ್ದಾದರೆ, ಎಳ್ಳಿನ ಮಹತ್ತ್ವ- ಅದೊಂದು ಅಮರತ್ವದ ಧಾನ್ಯ, ಸತ್ವವನ್ನು ಸ್ವರ್ಗಕ್ಕೆ ತಲುಪಿಸುವುದಕ್ಕೆ ಸಾಧನ, ಮತ್ತು ಸ್ವರ್ಗದ ಬಾಗಿಲಿಗೆ ಕೀಲಿಕೈ ಇದ್ದಂತೆ ಎಂಬ ನಂಬಿಕೆಯೂ- ಭಾರತದಿಂದಲೇ ಅರೇಬಿಯನ್ ಪ್ರದೇಶಗಳಿಗೆ ಹೋಗಿರಬಾರದೇಕೆ? ಎಳ್ಳು ಸ್ವರ್ಗದ ಬಾಗಿಲನ್ನು ತೆರೆಯಬಲ್ಲದಾದರೆ ನಿಧಿಯಿರುವ ಗುಹೆಯ ಬಾಗಿಲನ್ನೂ ಆರಾಮಾಗಿ ತೆರೆಯಬಹುದಲ್ಲ? ಅಲ್ಲಿಗೆ, 'ಓಪನ್ ಸೆಸಮೀ' ರಹಸ್ಯ ಪದದ ಮೂಲ ಯಾವುದೆಂದಾಯ್ತು!? <box>351 530 628 697</box>
cyan-swatch <box>958 1097 978 1107</box>
cyan-swatch <box>508 1097 528 1107</box>
article-paragraph: ಇದೆ. ಅಂತೂ ಹರಿಯ ಬೆವರ ಹನಿಗಳೇ 'ತಿಲ'(ಎಳ್ಳು) ಎಂದು ನಂಬಿಕೆ. 'ಮಮ ಸ್ವೇದಸಮುದ್ಭೂತಾ ಯತಸ್ತೇ ಪಾವನಾಸ್ತಿಲಾಃ। ಅಸುರಾ ದಾನವಾ ದೈತ್ಯಾ ವಿದ್ರವಂತಿ ತಿಲೈಸ್ತತಃ॥' (ನನ್ನ ಬೆವರಿನಿಂದ ಎಳ್ಳು ಹುಟ್ಟಿದ್ದು. ಆದ್ದರಿಂದ ಅದು ತುಂಬ ಪವಿತ್ರವಾದದ್ದು. ಎಳ್ಳನ್ನು ಕಂಡರೆ ಅಸುರರು, ದಾನವರು, ದೈತ್ಯರು ಎಲ್ಲ ಹೆದರಿ ಓಡಿಹೋಗುತ್ತಾರೆ) ಎಂಬ ಶ್ಲೋಕವನ್ನು ಗರುಡಪುರಾಣದಲ್ಲಿ ಶ್ರೀಹರಿಯೇ ಹೇಳಿದ್ದಾನೆಂದು ಇದೆ. ಎಳ್ಳಿನಂತೆಯೇ ದರ್ಭೆ ಮತ್ತು ತುಳಸಿಯ ಶ್ರೇಷ್ಠತೆಯ ಬಗ್ಗೆಯೂ- 'ತಿಲಾಃ ಪವಿತ್ರಾಸ್ತ್ರಿವಿಧಾ ದರ್ಭಾಶ್ಚ ತುಲಸೀರಪಿ' ಎಂದಿದೆ. ಇರಲಿ, ನಮಗಿಲ್ಲಿ ಸದ್ಯಕ್ಕೆ ಎಳ್ಳಿನ ವಿಚಾರ ಮಾತ್ರ ಮುಖ್ಯ. ನಾನು ಆ ಗ್ರಂಥಗಳನ್ನೆಲ್ಲ ಓದಿದವನಲ್ಲ, ಆದರೆ ಎಳ್ಳಿನ ಉಲ್ಲೇಖ ಬೌಧಾಯನ ಧರ್ಮಸೂತ್ರ, ಗೃಹ್ಯ ಸೂತ್ರ, ಶಂಖಸ್ಮೃತಿ ಮುಂತಾದ ಪವಿತ್ರ ಗ್ರಂಥಗಳಲ್ಲಿ ಕೂಡ ಇದೆ. ಪಾಣಿನಿಯ ಅಷ್ಟಾಧ್ಯಾಯಿಯಲ್ಲೂ 'ತಿಲಯವಾಮಾಷತಿಲವ್ಯಷ್ಟಪೃಥಕ್ಷ್' ಮುಂತಾದ ಸೂತ್ರಗಳಲ್ಲಿ ಬರುತ್ತದೆಂಬ ವಿಚಾರ ವಿದ್ವಾಂಸರಿಗೆ ಗೊತ್ತಿರುತ್ತದೆ. ಎಳ್ಳೆಣ್ಣೆಯನ್ನು ಜಾಡಿಗಳಲ್ಲಿ ಶೇಖರಿಸುತ್ತಿದ್ದರು. ಮನುಷ್ಯದೇಹಕ್ಕೆ ಎಳ್ಳೆಣ್ಣೆ ಪೋಷಿಸುವುದು ಇತ್ಯಾದಿ ಅರ್ಥವೇದದಲ್ಲೂ ಯಜುರ್ವೇದದಲ್ಲೂ ಪ್ರಸ್ತಾಪವಾಗಿದೆಯಂತೆ. ಔರ್ಧ್ವದೈಹಿಕ ಕ್ರಿಯೆಗಳಲ್ಲಂತೂ ಎಳ್ಳು ಬೇಕೇಬೇಕು. ತಿಲಾಂಜಲಿ, ತಿಲತರ್ಪಣ, ತಿಲದಾನ... ಮೃತನ ಆತ್ಮವನ್ನು ಸ್ವರ್ಗಕ್ಕೊಯ್ಯುವುದಕ್ಕೆ 'ತಿಲ'ವೇ ಸಾಧನ. <box>636 106 925 349</box>
registration-marks <box>1410 1097 1510 1107</box>
column-title: ತಿಳಿರು ತೋರಣ <box>352 256 627 296</box>
black-swatch <box>1485 1097 1505 1107</box>
column-divider <box>1231 105 1232 1063</box>
